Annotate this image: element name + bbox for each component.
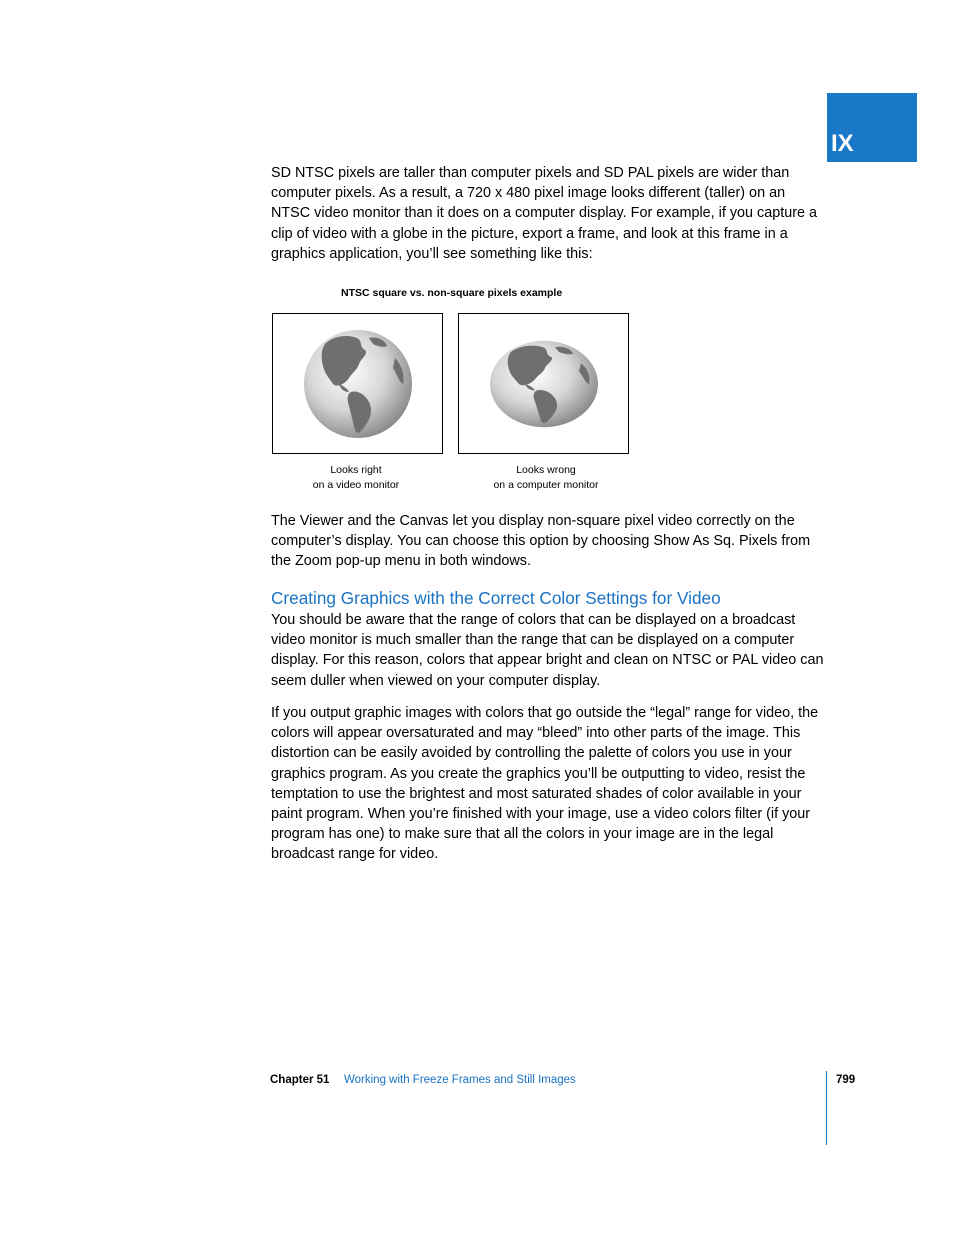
page-number: 799 — [836, 1074, 856, 1086]
part-tab — [827, 93, 917, 162]
footer-chapter-label: Chapter 51 — [270, 1074, 330, 1086]
caption-right-line1: Looks wrong — [516, 464, 576, 476]
intro-paragraph: SD NTSC pixels are taller than computer pixels and SD PAL pixels are wider than computer pixels. As a result, a 720 x 480 pixel image looks different (taller) on an NTSC video monitor than it does on a computer display. For example, if you capture a clip of video with a globe in the picture, export a frame, and look at this frame in a graphics application, you’ll see something like this: — [271, 165, 818, 262]
stretched-globe-icon — [459, 314, 628, 453]
section-paragraph-2: If you output graphic images with colors that go outside the “legal” range for video, the colors will appear oversaturated and may “bleed” into other parts of the image. This distortion can be easily avoided by controlling the palette of colors you use in your graphics program. As you create the graphics you’ll be outputting to video, resist the temptation to use the brightest and most saturated shades of color available in your paint program. When you’re finished with your image, use a video colors filter (if your program has one) to make sure that all the colors in your image are in the legal broadcast range for video. — [271, 705, 819, 863]
caption-left-line2: on a video monitor — [312, 479, 400, 491]
figure-caption-left — [256, 463, 456, 493]
footer-divider — [826, 1071, 827, 1145]
caption-left-line1: Looks right — [330, 464, 382, 476]
figure-panel-right — [458, 313, 629, 454]
part-tab-label: IX — [831, 130, 854, 157]
figure-caption-right — [446, 463, 646, 493]
footer-chapter-title[interactable]: Working with Freeze Frames and Still Images — [344, 1074, 576, 1086]
figure-panel-left — [272, 313, 443, 454]
figure-title: NTSC square vs. non-square pixels example — [341, 287, 563, 299]
globe-icon — [273, 314, 442, 453]
section-paragraph-1: You should be aware that the range of colors that can be displayed on a broadcast video monitor is much smaller than the range that can be displayed on a computer display. For this reason, colors that appear bright and clean on NTSC or PAL video can seem duller when viewed on your computer display. — [271, 612, 824, 689]
section-heading: Creating Graphics with the Correct Color Settings for Video — [271, 588, 721, 608]
viewer-paragraph: The Viewer and the Canvas let you display non-square pixel video correctly on the computer’s display. You can choose this option by choosing Show As Sq. Pixels from the Zoom pop-up menu in both windows. — [271, 513, 811, 570]
caption-right-line2: on a computer monitor — [493, 479, 599, 491]
